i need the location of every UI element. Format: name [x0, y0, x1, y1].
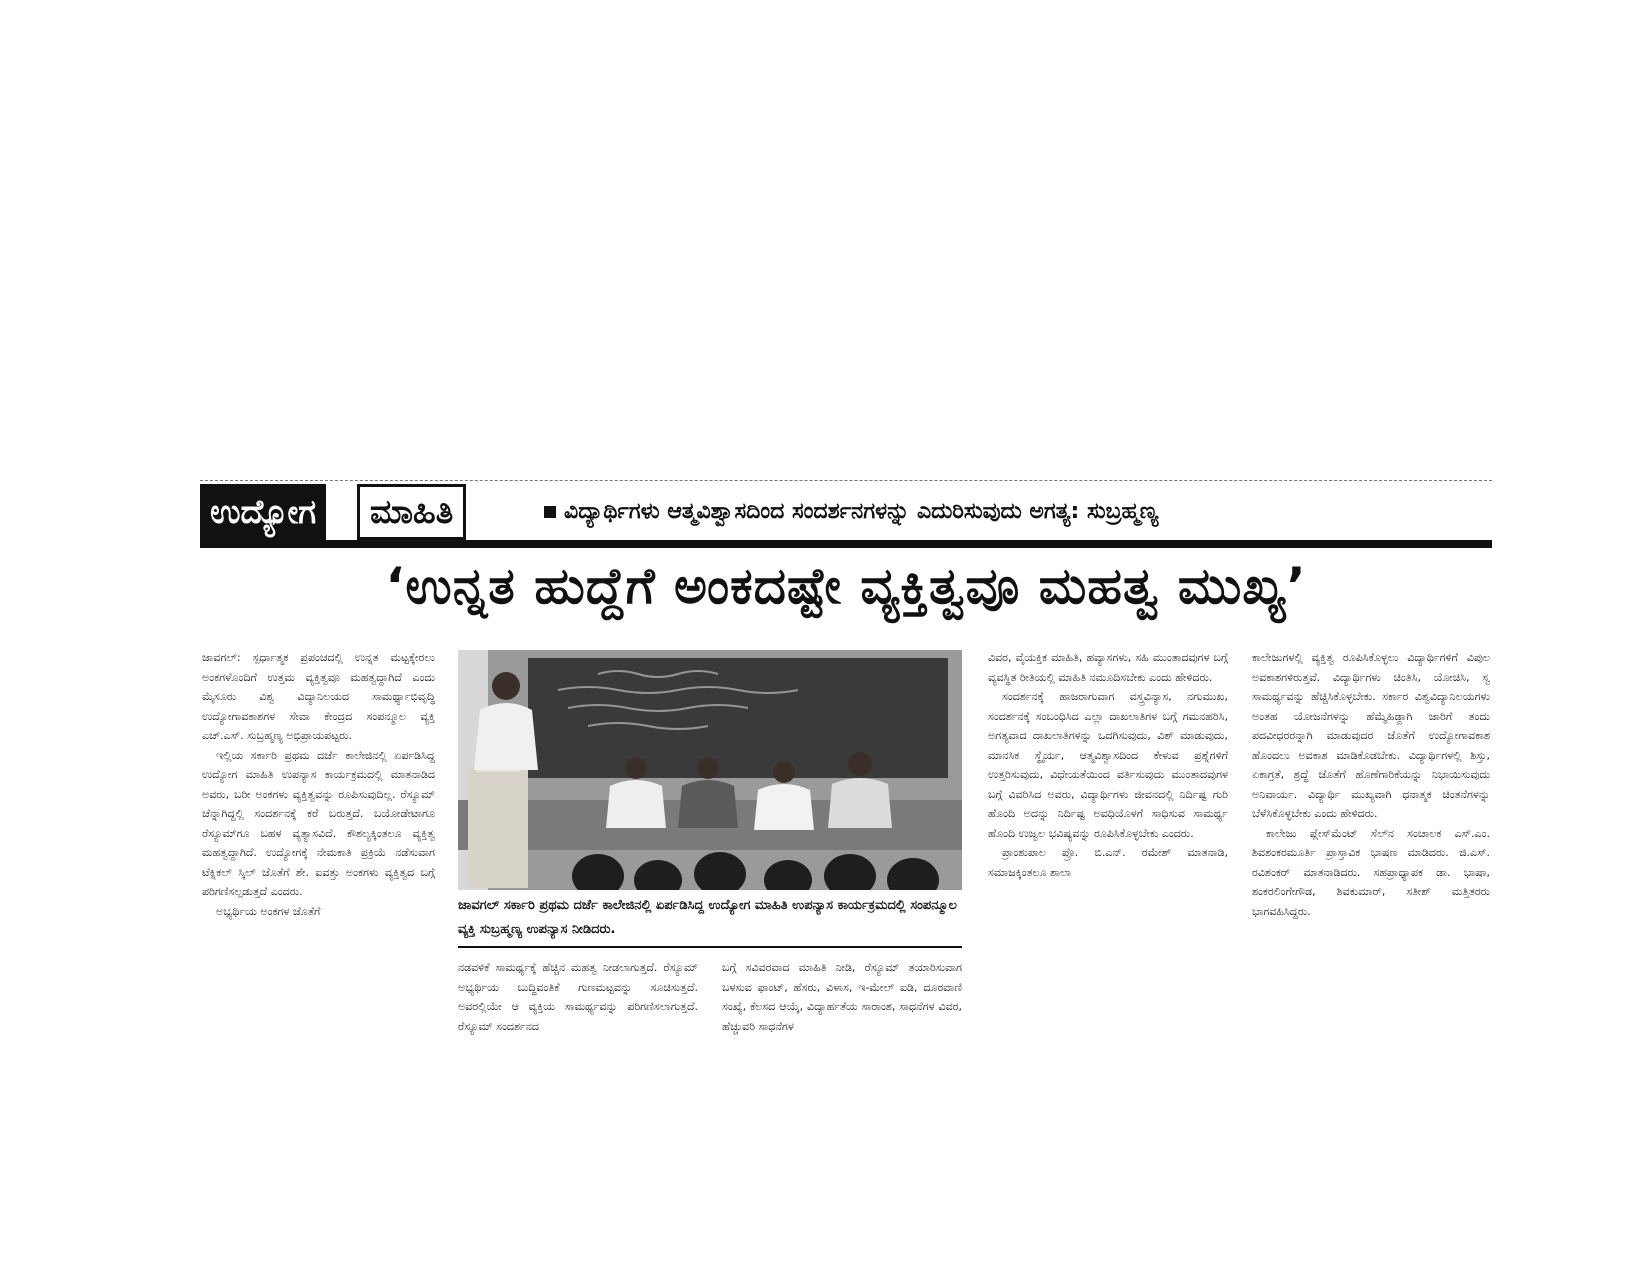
article-column-1	[202, 648, 435, 1058]
paragraph: ಸಂದರ್ಶನಕ್ಕೆ ಹಾಜರಾಗುವಾಗ ವಸ್ತ್ರವಿನ್ಯಾಸ, ನಗುಮುಖ, ಸಂದರ್ಶನಕ್ಕೆ ಸಂಬಂಧಿಸಿದ ಎಲ್ಲಾ ದಾಖಲಾತಿಗಳ ಬಗ್ಗೆ ಗಮನಹರಿಸಿ, ಅಗತ್ಯವಾದ ದಾಖಲಾತಿಗಳನ್ನು ಒದಗಿಸುವುದು, ವಿಶ್ ಮಾಡುವುದು, ಮಾನಸಿಕ ಸ್ಥೈರ್ಯ, ಆತ್ಮವಿಶ್ವಾಸದಿಂದ ಕೇಳುವ ಪ್ರಶ್ನೆಗಳಿಗೆ ಉತ್ತರಿಸುವುದು, ವಿಧೇಯತೆಯಿಂದ ವರ್ತಿಸುವುದು ಮುಂತಾದವುಗಳ ಬಗ್ಗೆ ವಿವರಿಸಿದ ಅವರು, ವಿದ್ಯಾರ್ಥಿಗಳು ಜೀವನದಲ್ಲಿ ನಿರ್ದಿಷ್ಟ ಗುರಿ ಹೊಂದಿ ಅದನ್ನು ನಿರ್ದಿಷ್ಟ ಅವಧಿಯೊಳಗೆ ಸಾಧಿಸುವ ಸಾಮರ್ಥ್ಯ ಹೊಂದಿ ಉಜ್ವಲ ಭವಿಷ್ಯವನ್ನು ರೂಪಿಸಿಕೊಳ್ಳಬೇಕು ಎಂದರು.	[988, 690, 1228, 840]
deck-line	[544, 484, 1158, 540]
paragraph: ವಿವರ, ವೈಯಕ್ತಿಕ ಮಾಹಿತಿ, ಹವ್ಯಾಸಗಳು, ಸಹಿ ಮುಂತಾದವುಗಳ ಬಗ್ಗೆ ವ್ಯವಸ್ಥಿತ ರೀತಿಯಲ್ಲಿ ಮಾಹಿತಿ ನಮೂದಿಸಬೇಕು ಎಂದು ಹೇಳಿದರು.	[988, 651, 1228, 684]
paragraph: ಪ್ರಾಂಶುಪಾಲ ಪ್ರೊ. ಬಿ.ಎನ್. ರಮೇಶ್ ಮಾತನಾಡಿ, ಸಮಾಜಕ್ಕಿಂತಲೂ ಶಾಲಾ	[988, 846, 1228, 879]
photo-caption: ಜಾವಗಲ್ ಸರ್ಕಾರಿ ಪ್ರಥಮ ದರ್ಜೆ ಕಾಲೇಜಿನಲ್ಲಿ ಏರ್ಪಡಿಸಿದ್ದ ಉದ್ಯೋಗ ಮಾಹಿತಿ ಉಪನ್ಯಾಸ ಕಾರ್ಯಕ್ರಮದಲ್ಲಿ ಸಂಪನ್ಮೂಲ ವ್ಯಕ್ತಿ ಸುಬ್ರಹ್ಮಣ್ಯ ಉಪನ್ಯಾಸ ನೀಡಿದರು.	[458, 894, 962, 948]
article-column-4	[988, 648, 1228, 1058]
paragraph: ನಡವಳಿಕೆ ಸಾಮರ್ಥ್ಯಕ್ಕೆ ಹೆಚ್ಚಿನ ಮಹತ್ವ ನೀಡಲಾಗುತ್ತದೆ. ರೆಸ್ಯೂಮ್ ಅಭ್ಯರ್ಥಿಯ ಬುದ್ಧಿವಂತಿಕೆ ಗುಣಮಟ್ಟವನ್ನು ಸೂಚಿಸುತ್ತದೆ. ಅವರಲ್ಲಿಯೇ ಆ ವ್ಯಕ್ತಿಯ ಸಾಮರ್ಥ್ಯವನ್ನು ಪರಿಗಣಿಸಲಾಗುತ್ತದೆ. ರೆಸ್ಯೂಮ್ ಸಂದರ್ಶನದ	[458, 961, 698, 1033]
paragraph: ಜಾವಗಲ್: ಸ್ಪರ್ಧಾತ್ಮಕ ಪ್ರಪಂಚದಲ್ಲಿ ಉನ್ನತ ಮಟ್ಟಕ್ಕೇರಲು ಅಂಕಗಳೊಂದಿಗೆ ಉತ್ತಮ ವ್ಯಕ್ತಿತ್ವವೂ ಮಹತ್ವದ್ದಾಗಿದೆ ಎಂದು ಮೈಸೂರು ವಿಶ್ವ ವಿದ್ಯಾನಿಲಯದ ಸಾಮರ್ಥ್ಯಾಭಿವೃದ್ಧಿ ಉದ್ಯೋಗಾವಕಾಶಗಳ ಸೇವಾ ಕೇಂದ್ರದ ಸಂಪನ್ಮೂಲ ವ್ಯಕ್ತಿ ಎಚ್.ಎಸ್. ಸುಬ್ರಹ್ಮಣ್ಯ ಅಭಿಪ್ರಾಯಪಟ್ಟರು.	[202, 651, 435, 742]
deck-text: ವಿದ್ಯಾರ್ಥಿಗಳು ಆತ್ಮವಿಶ್ವಾಸದಿಂದ ಸಂದರ್ಶನಗಳನ್ನು ಎದುರಿಸುವುದು ಅಗತ್ಯ: ಸುಬ್ರಹ್ಮಣ್ಯ	[564, 499, 1159, 524]
photo-illustration	[458, 650, 962, 890]
paragraph: ಬಗ್ಗೆ ಸವಿವರವಾದ ಮಾಹಿತಿ ನೀಡಿ, ರೆಸ್ಯೂಮ್ ತಯಾರಿಸುವಾಗ ಬಳಸುವ ಫಾಂಟ್, ಹೆಸರು, ವಿಳಾಸ, ಇ-ಮೇಲ್ ಐಡಿ, ದೂರವಾಣಿ ಸಂಖ್ಯೆ, ಕೆಲಸದ ಆಯ್ಕೆ, ವಿದ್ಯಾರ್ಹತೆಯ ಸಾರಾಂಶ, ಸಾಧನೆಗಳ ವಿವರ, ಹೆಚ್ಚುವರಿ ಸಾಧನೆಗಳ	[722, 961, 962, 1033]
article-column-2	[458, 958, 698, 1068]
paragraph: ಇಲ್ಲಿಯ ಸರ್ಕಾರಿ ಪ್ರಥಮ ದರ್ಜೆ ಕಾಲೇಜಿನಲ್ಲಿ ಏರ್ಪಡಿಸಿದ್ದ ಉದ್ಯೋಗ ಮಾಹಿತಿ ಉಪನ್ಯಾಸ ಕಾರ್ಯಕ್ರಮದಲ್ಲಿ ಮಾತನಾಡಿದ ಅವರು, ಬರೀ ಅಂಕಗಳು ವ್ಯಕ್ತಿತ್ವವನ್ನು ರೂಪಿಸುವುದಿಲ್ಲ. ರೆಸ್ಯೂಮ್ ಚೆನ್ನಾಗಿದ್ದಲ್ಲಿ ಸಂದರ್ಶನಕ್ಕೆ ಕರೆ ಬರುತ್ತದೆ. ಬಯೋಡೇಟಾಗೂ ರೆಸ್ಯೂಮ್‌ಗೂ ಬಹಳ ವ್ಯತ್ಯಾಸವಿದೆ. ಕೌಶಲ್ಯಕ್ಕಿಂತಲೂ ವ್ಯಕ್ತಿತ್ವ ಮಹತ್ವದ್ದಾಗಿದೆ. ಉದ್ಯೋಗಕ್ಕೆ ನೇಮಕಾತಿ ಪ್ರಕ್ರಿಯೆ ನಡೆಸುವಾಗ ಟೆಕ್ನಿಕಲ್ ಸ್ಕಿಲ್ ಜೊತೆಗೆ ಶೇ. ಐವತ್ತು ಅಂಕಗಳು ವ್ಯಕ್ತಿತ್ವದ ಬಗ್ಗೆ ಪರಿಗಣಿಸಲ್ಪಡುತ್ತದೆ ಎಂದರು.	[202, 748, 435, 898]
paragraph: ಕಾಲೇಜುಗಳಲ್ಲಿ ವ್ಯಕ್ತಿತ್ವ ರೂಪಿಸಿಕೊಳ್ಳಲು ವಿದ್ಯಾರ್ಥಿಗಳಿಗೆ ವಿಪುಲ ಅವಕಾಶಗಳಿರುತ್ತವೆ. ವಿದ್ಯಾರ್ಥಿಗಳು ಚಿಂತಿಸಿ, ಯೋಚಿಸಿ, ಸ್ವ ಸಾಮರ್ಥ್ಯವನ್ನು ಹೆಚ್ಚಿಸಿಕೊಳ್ಳಬೇಕು. ಸರ್ಕಾರ ವಿಶ್ವವಿದ್ಯಾನಿಲಯಗಳು ಅಂತಹ ಯೋಜನೆಗಳನ್ನು ಹೆಮ್ಮೆಹಿಡ್ದಾಗಿ ಜಾರಿಗೆ ತಂದು ಪದವೀಧರರನ್ನಾಗಿ ಮಾಡುವುದರ ಜೊತೆಗೆ ಉದ್ಯೋಗಾವಕಾಶ ಹೊಂದಲು ಅವಕಾಶ ಮಾಡಿಕೊಡಬೇಕು. ವಿದ್ಯಾರ್ಥಿಗಳಲ್ಲಿ ಶಿಸ್ತು, ಏಕಾಗ್ರತೆ, ಶ್ರದ್ಧೆ ಜೊತೆಗೆ ಹೊಣೆಗಾರಿಕೆಯನ್ನು ನಿಭಾಯಿಸುವುದು ಅನಿವಾರ್ಯ. ವಿದ್ಯಾರ್ಥಿ ಮುಖ್ಯವಾಗಿ ಧನಾತ್ಮಕ ಚಿಂತನೆಗಳನ್ನು ಬೆಳೆಸಿಕೊಳ್ಳಬೇಕು ಎಂದು ಹೇಳಿದರು.	[1252, 651, 1490, 820]
section-strap	[200, 484, 1492, 548]
section-label-udyoga: ಉದ್ಯೋಗ	[200, 484, 326, 540]
article-column-3	[722, 958, 962, 1068]
dotted-rule	[200, 480, 1492, 481]
bullet-square-icon	[544, 506, 556, 518]
article-column-5	[1252, 648, 1490, 1058]
paragraph: ಅಭ್ಯರ್ಥಿಯ ಅಂಕಗಳ ಜೊತೆಗೆ	[216, 904, 321, 918]
section-label-mahiti: ಮಾಹಿತಿ	[357, 484, 466, 540]
event-photo	[458, 650, 962, 890]
newspaper-clipping	[200, 480, 1492, 1060]
headline: ‘ಉನ್ನತ ಹುದ್ದೆಗೆ ಅಂಕದಷ್ಟೇ ವ್ಯಕ್ತಿತ್ವವೂ ಮಹತ್ವ ಮುಖ್ಯ’	[385, 557, 1307, 615]
paragraph: ಕಾಲೇಜು ಪ್ಲೇಸ್‌ಮೆಂಟ್ ಸೆಲ್‌ನ ಸಂಚಾಲಕ ಎಸ್.ಎಂ. ಶಿವಶಂಕರಮೂರ್ತಿ ಪ್ರಾಸ್ತಾವಿಕ ಭಾಷಣ ಮಾಡಿದರು. ಜಿ.ಎಸ್. ರವಿಶಂಕರ್ ಮಾತನಾಡಿದರು. ಸಹಪ್ರಾಧ್ಯಾಪಕ ಡಾ. ಭಾಷಾ, ಶಂಕರಲಿಂಗೇಗೌಡ, ಶಿವಕುಮಾರ್, ಸತೀಶ್ ಮತ್ತಿತರರು ಭಾಗವಹಿಸಿದ್ದರು.	[1252, 826, 1490, 918]
